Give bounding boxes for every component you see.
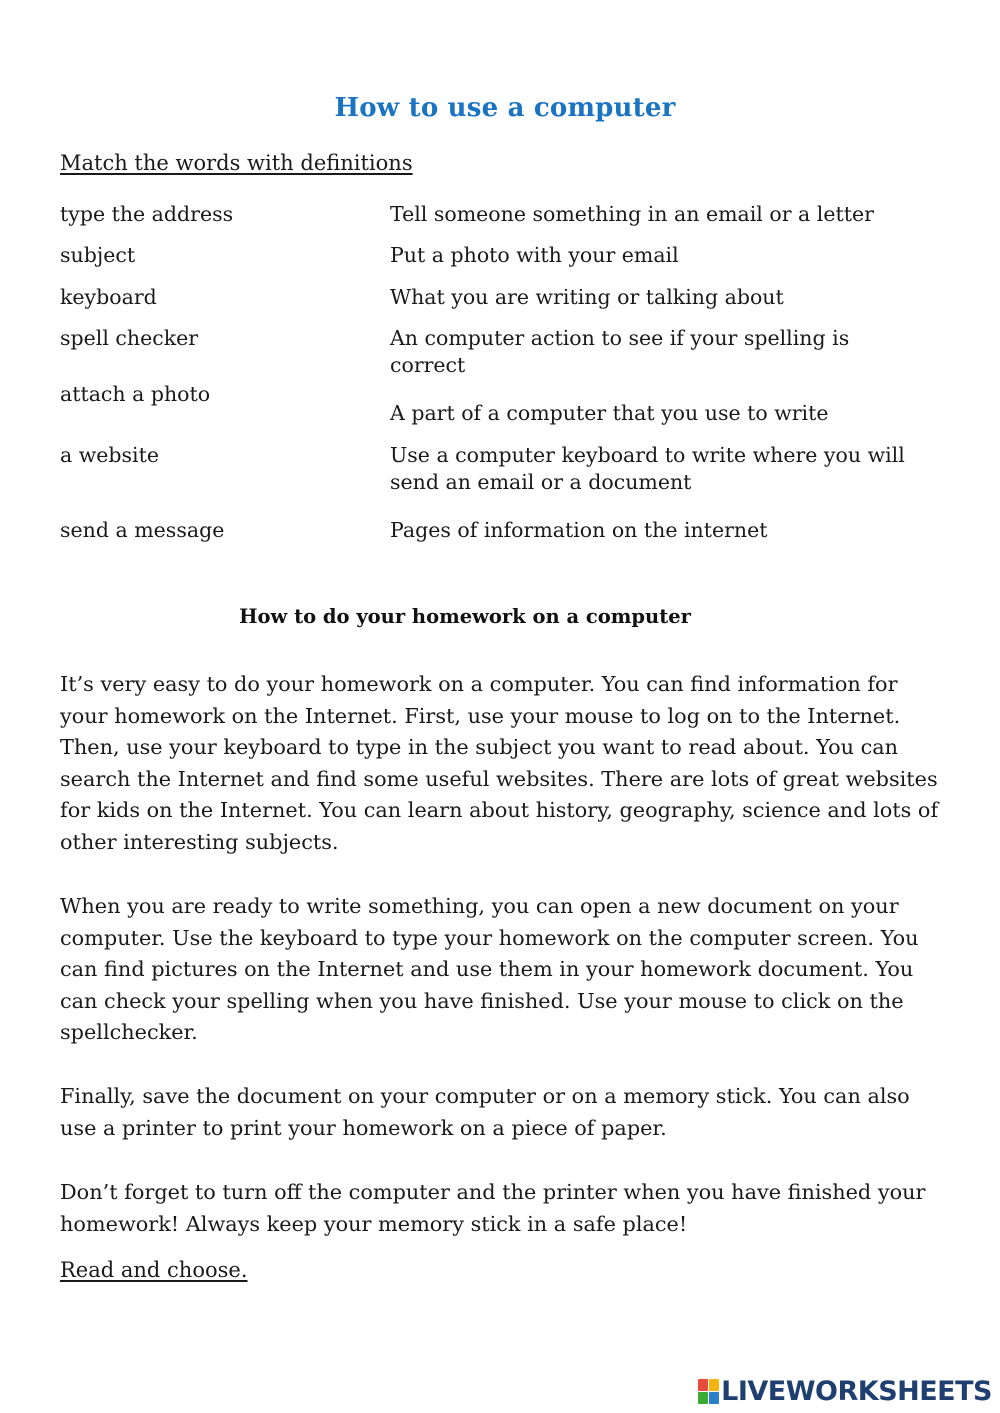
logo-square-red [698,1379,708,1391]
match-definition: A part of a computer that you use to write [390,401,829,425]
reading-paragraph: Don’t forget to turn off the computer and the printer when you have finished your homework! Always keep your memory stick in a safe place! [60,1180,926,1236]
reading-paragraph: Finally, save the document on your computer or on a memory stick. You can also use a printer to print your homework on a piece of paper. [60,1084,910,1140]
reading-heading: How to do your homework on a computer [239,605,691,628]
match-instruction: Match the words with definitions [60,151,413,175]
choose-instruction: Read and choose. [60,1258,248,1282]
match-word: attach a photo [60,382,211,406]
liveworksheets-logo [698,1376,992,1407]
logo-mark-icon [698,1379,719,1404]
match-definition: Tell someone something in an email or a letter [390,202,874,226]
match-word: a website [60,443,159,467]
match-definition: What you are writing or talking about [390,285,784,309]
match-word: type the address [60,202,234,226]
match-definition: Pages of information on the internet [390,518,768,542]
match-definition: Put a photo with your email [390,243,679,267]
logo-square-blue [709,1392,719,1404]
match-definition: Use a computer keyboard to write where you will send an email or a document [390,443,905,494]
logo-square-yellow [709,1379,719,1391]
match-word: spell checker [60,326,199,350]
match-word: send a message [60,518,225,542]
reading-paragraph: When you are ready to write something, you can open a new document on your computer. Use the keyboard to type your homework on the computer screen. You can find pictures on the Internet and use them in your homework document. You can check your spelling when you have finished. Use your mouse to click on the spellchecker. [60,894,919,1045]
page-title: How to use a computer [334,93,676,123]
reading-paragraph: It’s very easy to do your homework on a computer. You can find information for your homework on the Internet. First, use your mouse to log on to the Internet. Then, use your keyboard to type in the subject you want to read about. You can search the Internet and find some useful websites. There are lots of great websites for kids on the Internet. You can learn about history, geography, science and lots of other interesting subjects. [60,672,939,854]
logo-text: LIVEWORKSHEETS [721,1376,992,1407]
logo-square-green [698,1392,708,1404]
match-word: subject [60,243,136,267]
match-word: keyboard [60,285,157,309]
match-definition: An computer action to see if your spelling is correct [390,326,850,377]
